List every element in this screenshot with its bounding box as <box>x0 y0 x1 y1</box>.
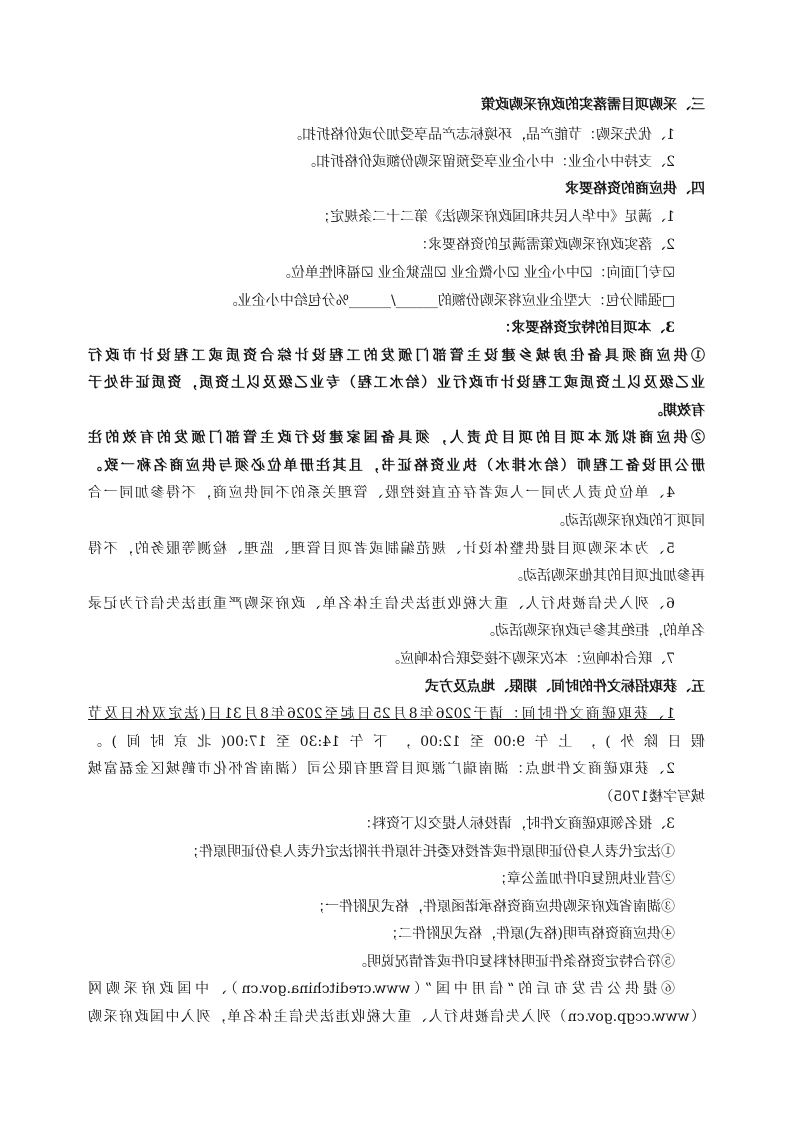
list-item: （www.ccgp.gov.cn）列入失信被执行人、重大税收违法失信主体名单，列入中国政府采购 <box>88 1009 705 1025</box>
paragraph-line: 3、报名领取磋商文件时，请投标人提交以下资料： <box>358 816 675 832</box>
paragraph-line: 3、本项目的特定资格要求： <box>497 320 675 336</box>
paragraph-line: 5、为本采购项目提供整体设计、规范编制或者项目管理、监理、检测等服务的，不得 <box>88 541 675 557</box>
section-heading-3: 三、采购项目需落实的政府采购政策 <box>481 97 705 113</box>
address-line: 2、获取磋商文件地点：湖南瑞广源项目管理有限公司（湖南省怀化市鹤城区金磊富城 <box>88 761 675 777</box>
date-line: 假日除外)，上午9:00至12:00，下午14:30至17:00(北京时间)。 <box>88 734 705 750</box>
list-item: ①法定代表人身份证明原件或者授权委托书原件并附法定代表人身份证明原件； <box>185 844 675 860</box>
date-line: 1、获取磋商文件时间：请于2026年8月25日起至2026年8月31日(法定双休日及节 <box>88 706 675 722</box>
list-item: ②营业执照复印件加盖公章； <box>493 871 675 887</box>
paragraph-line: 同项下的政府采购活动。 <box>551 513 705 529</box>
section-heading-5: 五、获取招标文件的时间、期限、地点及方式 <box>425 679 705 695</box>
paragraph-line: 1、满足《中华人民共和国政府采购法》第二十二条规定； <box>316 209 675 225</box>
paragraph-line: 2、支持中小企业：中小企业享受预留采购份额或价格折扣。 <box>302 154 675 170</box>
list-item: ④供应商资格声明(格式)原件，格式见附件二； <box>384 926 675 942</box>
requirement-line: ①供应商须具备住房城乡建设主管部门颁发的工程设计综合资质或工程设计市政行 <box>88 348 705 364</box>
paragraph-line: 再参加此项目的其他采购活动。 <box>509 568 705 584</box>
requirement-line: 有效期。 <box>649 403 705 419</box>
requirement-line: ②供应商拟派本项目的项目负责人，须具备国家建设行政主管部门颁发的有效的注 <box>88 430 705 446</box>
requirement-line: 册公用设备工程师（给水排水）执业资格证书，且其注册单位必须与供应商名称一致。 <box>88 458 705 474</box>
paragraph-line: 6、列入失信被执行人、重大税收违法失信主体名单、政府采购严重违法失信行为记录 <box>88 596 675 612</box>
list-item: ⑥提供公告发布后的“信用中国”（www.creditchina.gov.cn）、中国政府采购网 <box>88 981 675 997</box>
requirement-line: 业乙级及以上资质或工程设计市政行业（给水工程）专业乙级及以上资质，资质证书处于 <box>88 375 705 391</box>
checkbox-line: ☑专门面向：☑中小企业 ☑小微企业 ☑监狱企业 ☑福利性单位。 <box>276 265 675 281</box>
paragraph-line: 4、单位负责人为同一人或者存在直接控股、管理关系的不同供应商，不得参加同一合 <box>88 485 675 501</box>
list-item: ⑤符合特定资格条件证明材料复印件或者情况说明。 <box>353 954 675 970</box>
section-heading-4: 四、供应商的资格要求 <box>565 181 705 197</box>
list-item: ③湖南省政府采购供应商资格承诺函原件，格式见附件一； <box>311 899 675 915</box>
paragraph-line: 2、落实政府采购政策需满足的资格要求： <box>414 237 675 253</box>
address-line: 城写字楼1705） <box>599 789 705 805</box>
paragraph-line: 1、优先采购：节能产品，环境标志产品享受加分或价格折扣。 <box>288 127 675 143</box>
paragraph-line: 7、联合体响应：本次采购不接受联合体响应。 <box>386 651 675 667</box>
paragraph-line: 名单的，拒绝其参与政府采购活动。 <box>481 623 705 639</box>
checkbox-line: □强制分包：大型企业应将采购份额的______/______%分包给中小企业。 <box>223 293 675 309</box>
